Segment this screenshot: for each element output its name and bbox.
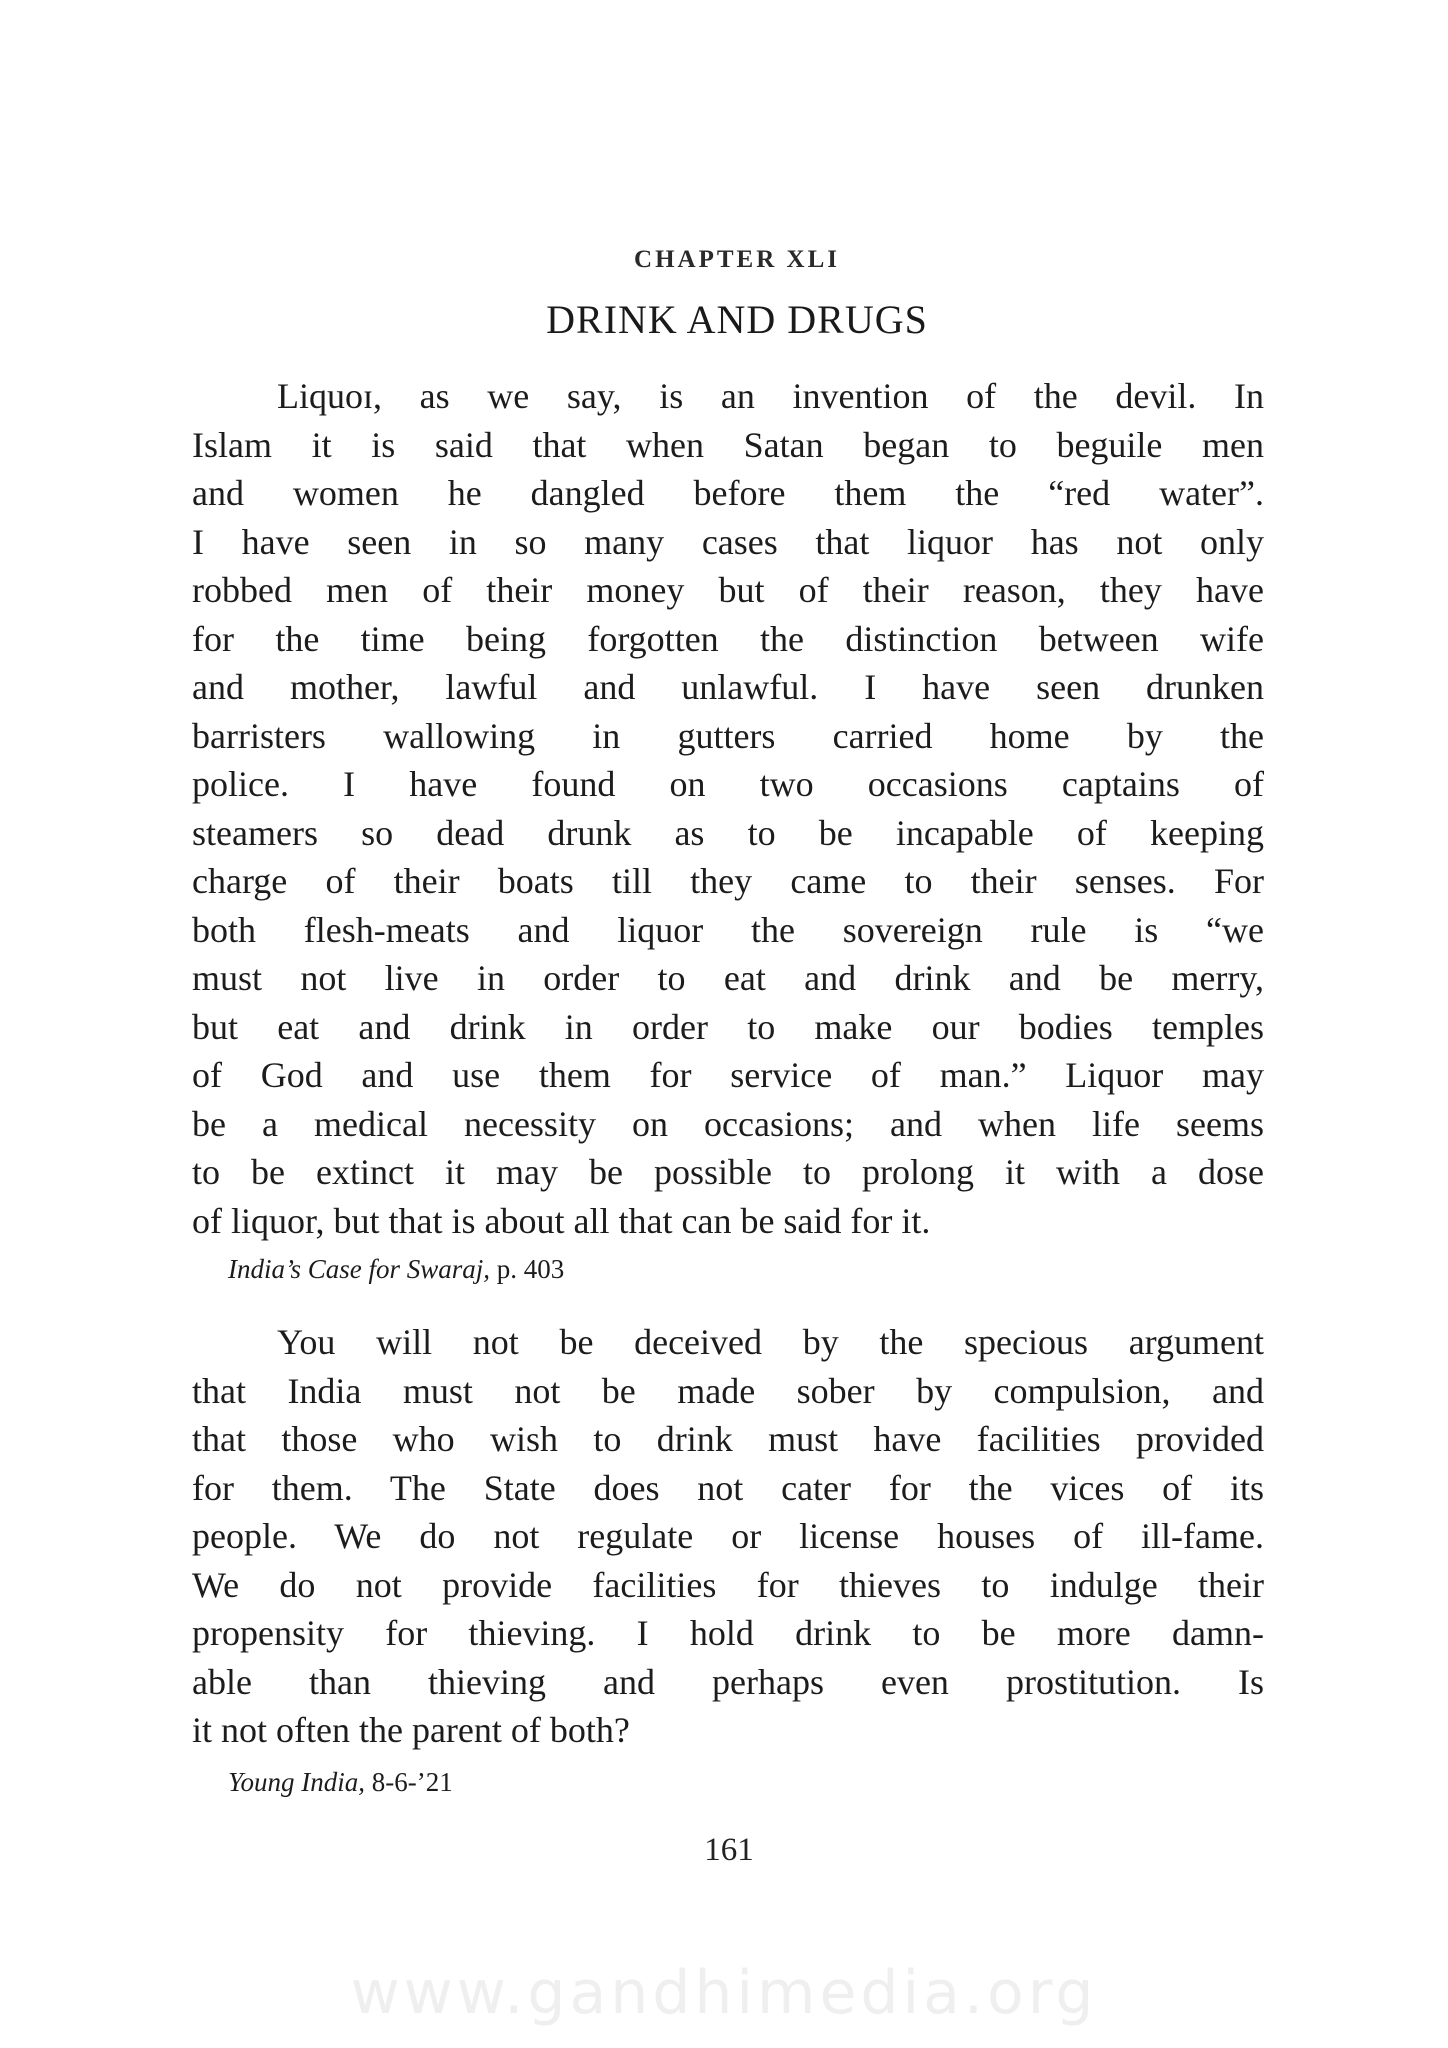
paragraph-line: and mother, lawful and unlawful. I have seen drunken	[192, 667, 1264, 707]
citation-detail: p. 403	[496, 1254, 565, 1284]
paragraph-line: to be extinct it may be possible to prolong it with a dose	[192, 1152, 1264, 1192]
paragraph-line: I have seen in so many cases that liquor has not only	[192, 521, 1264, 562]
paragraph-line: for them. The State does not cater for the vices of its	[192, 1467, 1264, 1508]
citation-source: Young India,	[228, 1767, 366, 1797]
paragraph-line: for the time being forgotten the distinction between wife	[192, 618, 1264, 659]
paragraph-line: propensity for thieving. I hold drink to be more damn-	[192, 1613, 1264, 1653]
paragraph-line: of liquor, but that is about all that can be said for it.	[192, 1200, 931, 1241]
paragraph-line: Liquoɪ, as we say, is an invention of the devil. In	[277, 376, 1264, 416]
citation-source: India’s Case for Swaraj,	[228, 1254, 491, 1284]
citation-detail: 8-6-’21	[371, 1767, 453, 1797]
paragraph-line: You will not be deceived by the specious argument	[277, 1322, 1264, 1362]
paragraph-line: that those who wish to drink must have facilities provided	[192, 1419, 1264, 1459]
paragraph-2	[192, 1318, 1264, 1755]
paragraph-line: able than thieving and perhaps even prostitution. Is	[192, 1661, 1264, 1702]
paragraph-line: but eat and drink in order to make our bodies temples	[192, 1006, 1264, 1047]
paragraph-line: barristers wallowing in gutters carried home by the	[192, 715, 1264, 756]
paragraph-line: be a medical necessity on occasions; and when life seems	[192, 1103, 1264, 1144]
watermark: www.gandhimedia.org	[350, 1958, 1098, 2028]
paragraph-line: both flesh-meats and liquor the sovereign rule is “we	[192, 909, 1264, 950]
citation-2	[228, 1766, 453, 1798]
paragraph-1	[192, 372, 1264, 1245]
citation-1	[228, 1253, 564, 1285]
paragraph-line: and women he dangled before them the “red water”.	[192, 473, 1264, 513]
paragraph-line: it not often the parent of both?	[192, 1710, 630, 1750]
paragraph-line: police. I have found on two occasions captains of	[192, 764, 1264, 804]
paragraph-line: of God and use them for service of man.” Liquor may	[192, 1055, 1264, 1095]
chapter-title: DRINK AND DRUGS	[546, 297, 928, 342]
paragraph-line: Islam it is said that when Satan began to beguile men	[192, 424, 1264, 465]
paragraph-line: must not live in order to eat and drink and be merry,	[192, 958, 1264, 998]
page-number: 161	[704, 1832, 754, 1868]
paragraph-line: steamers so dead drunk as to be incapable of keeping	[192, 812, 1264, 853]
chapter-label: CHAPTER XLI	[634, 246, 840, 273]
paragraph-line: robbed men of their money but of their reason, they have	[192, 570, 1264, 610]
paragraph-line: people. We do not regulate or license houses of ill-fame.	[192, 1516, 1264, 1556]
paragraph-line: We do not provide facilities for thieves to indulge their	[192, 1564, 1264, 1605]
paragraph-line: that India must not be made sober by compulsion, and	[192, 1370, 1264, 1411]
paragraph-line: charge of their boats till they came to their senses. For	[192, 861, 1264, 901]
